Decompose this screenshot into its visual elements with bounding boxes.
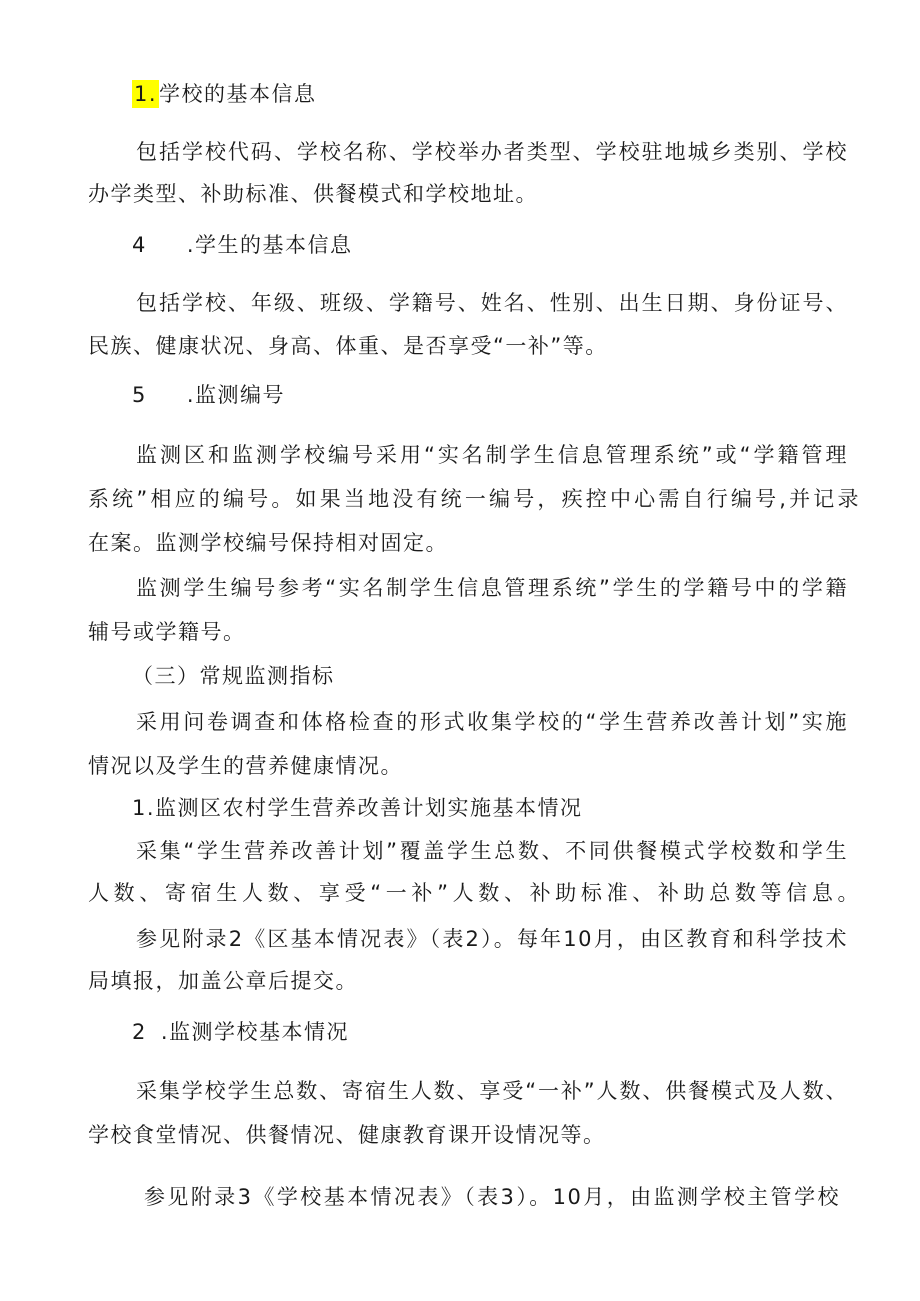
paragraph-line: 人数、寄宿生人数、享受“一补”人数、补助标准、补助总数等信息。 — [88, 881, 860, 905]
paragraph-line: 监测区和监测学校编号采用“实名制学生信息管理系统”或“学籍管理 — [136, 443, 848, 467]
section-heading-school-info — [132, 80, 904, 108]
subsection-heading-school-basic — [132, 1018, 904, 1046]
subsection-heading-district-implementation: 1.监测区农村学生营养改善计划实施基本情况 — [132, 796, 583, 820]
section-title: .学生的基本信息 — [186, 233, 353, 257]
section-number: 5 — [132, 383, 147, 407]
paragraph-line: 参见附录2《区基本情况表》（表2）。每年10月，由区教育和科学技术 — [136, 927, 848, 951]
section-heading-student-info — [132, 231, 904, 259]
paragraph-line: 参见附录3《学校基本情况表》（表3）。10月，由监测学校主管学校 — [144, 1185, 840, 1209]
section-number: 4 — [132, 233, 147, 257]
section-title: 学校的基本信息 — [159, 82, 317, 106]
paragraph-line: 系统”相应的编号。如果当地没有统一编号，疾控中心需自行编号,并记录 — [88, 487, 860, 511]
paragraph-line: 包括学校、年级、班级、学籍号、姓名、性别、出生日期、身份证号、 — [136, 291, 848, 315]
section-title: .监测学校基本情况 — [160, 1020, 350, 1044]
paragraph-line: 采集“学生营养改善计划”覆盖学生总数、不同供餐模式学校数和学生 — [136, 839, 848, 863]
section-number-highlighted: 1. — [134, 82, 158, 106]
section-number: 2 — [132, 1020, 147, 1044]
paragraph-line: 监测学生编号参考“实名制学生信息管理系统”学生的学籍号中的学籍 — [136, 576, 848, 600]
paragraph-line: 在案。监测学校编号保持相对固定。 — [88, 531, 448, 555]
paragraph-line: 情况以及学生的营养健康情况。 — [88, 754, 403, 778]
paragraph-line: 办学类型、补助标准、供餐模式和学校地址。 — [88, 182, 538, 206]
section-title: .监测编号 — [186, 383, 286, 407]
paragraph-line: 采集学校学生总数、寄宿生人数、享受“一补”人数、供餐模式及人数、 — [136, 1079, 848, 1103]
paragraph-line: 民族、健康状况、身高、体重、是否享受“一补”等。 — [88, 334, 608, 358]
paragraph-line: 局填报，加盖公章后提交。 — [88, 969, 358, 993]
paragraph-line: 辅号或学籍号。 — [88, 620, 246, 644]
paragraph-line: 采用问卷调查和体格检查的形式收集学校的“学生营养改善计划”实施 — [136, 710, 848, 734]
paragraph-line: 包括学校代码、学校名称、学校举办者类型、学校驻地城乡类别、学校 — [136, 140, 848, 164]
section-heading-routine-indicators: （三）常规监测指标 — [132, 664, 335, 688]
paragraph-line: 学校食堂情况、供餐情况、健康教育课开设情况等。 — [88, 1123, 606, 1147]
section-heading-monitoring-number — [132, 381, 904, 409]
